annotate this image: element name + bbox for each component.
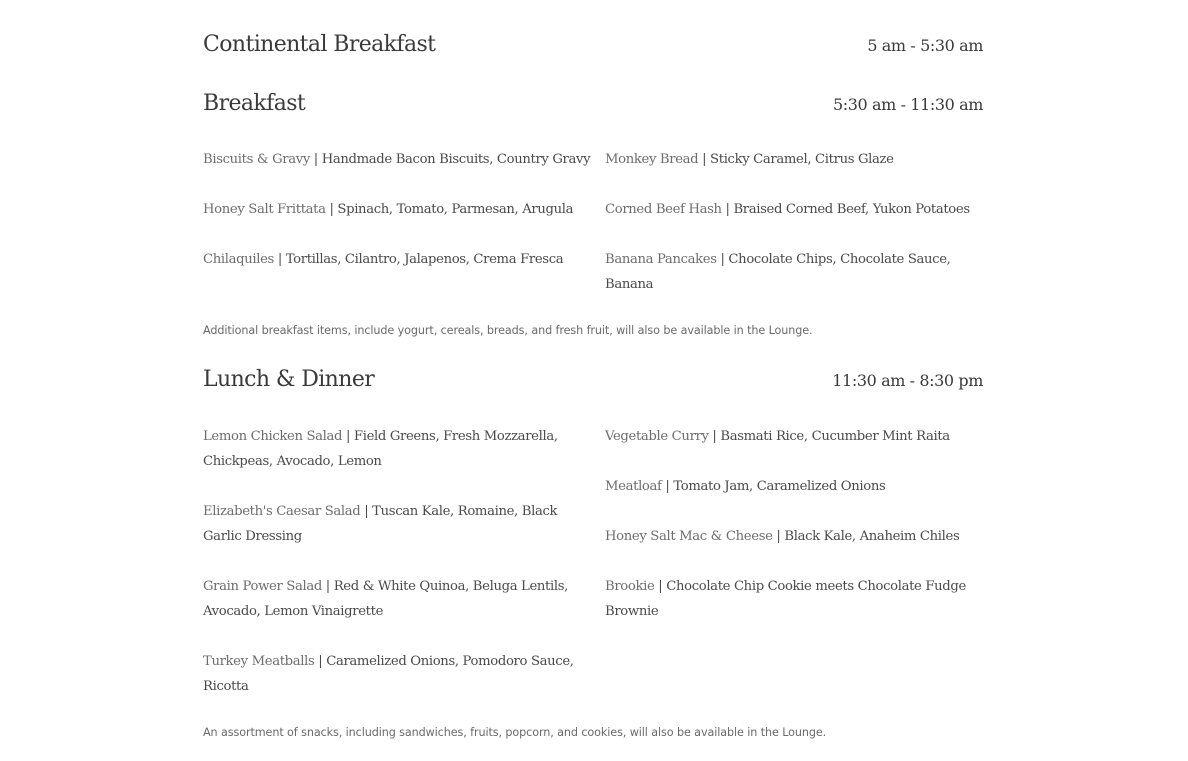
item-description: | Black Kale, Anaheim Chiles — [772, 529, 960, 544]
menu-item — [605, 197, 983, 222]
item-name: Meatloaf — [605, 479, 662, 494]
menu-item — [203, 147, 591, 172]
section-header-breakfast — [203, 89, 983, 129]
item-name: Honey Salt Frittata — [203, 202, 326, 217]
menu-item — [203, 499, 591, 549]
item-description: | Sticky Caramel, Citrus Glaze — [698, 152, 894, 167]
section-title: Breakfast — [203, 91, 306, 116]
item-name: Monkey Bread — [605, 152, 699, 167]
item-name: Grain Power Salad — [203, 579, 322, 594]
menu-item — [203, 574, 591, 624]
item-description: | Spinach, Tomato, Parmesan, Arugula — [325, 202, 574, 217]
item-name: Chilaquiles — [203, 252, 274, 267]
item-name: Vegetable Curry — [605, 429, 709, 444]
item-description: | Braised Corned Beef, Yukon Potatoes — [721, 202, 970, 217]
section-title: Continental Breakfast — [203, 32, 436, 57]
item-description: | Chocolate Chips, Chocolate Sauce, Banana — [605, 252, 951, 292]
lunch-note: An assortment of snacks, including sandwiches, fruits, popcorn, and cookies, will also be available in the Lounge. — [203, 726, 827, 739]
item-description: | Field Greens, Fresh Mozzarella, Chickpeas, Avocado, Lemon — [203, 429, 558, 469]
section-hours: 5 am - 5:30 am — [867, 36, 983, 55]
item-name: Banana Pancakes — [605, 252, 717, 267]
item-description: | Tomato Jam, Caramelized Onions — [661, 479, 886, 494]
item-name: Brookie — [605, 579, 655, 594]
menu-item — [605, 247, 983, 297]
menu-item — [203, 424, 591, 474]
item-name: Honey Salt Mac & Cheese — [605, 529, 773, 544]
item-description: | Handmade Bacon Biscuits, Country Gravy — [309, 152, 591, 167]
menu-item — [605, 524, 983, 549]
menu-item — [605, 474, 983, 499]
menu-item — [203, 247, 591, 272]
menu-item — [203, 197, 591, 222]
item-description: | Caramelized Onions, Pomodoro Sauce, Ricotta — [203, 654, 574, 694]
section-title: Lunch & Dinner — [203, 367, 375, 392]
item-description: | Basmati Rice, Cucumber Mint Raita — [708, 429, 950, 444]
item-name: Corned Beef Hash — [605, 202, 722, 217]
item-description: | Tuscan Kale, Romaine, Black Garlic Dressing — [203, 504, 558, 544]
section-hours: 11:30 am - 8:30 pm — [832, 371, 983, 390]
item-name: Biscuits & Gravy — [203, 152, 310, 167]
menu-item — [605, 424, 983, 449]
section-hours: 5:30 am - 11:30 am — [832, 95, 983, 114]
item-description: | Chocolate Chip Cookie meets Chocolate Fudge Brownie — [605, 579, 966, 619]
menu-item — [605, 147, 983, 172]
menu-item — [203, 649, 591, 699]
breakfast-note: Additional breakfast items, include yogurt, cereals, breads, and fresh fruit, will also be available in the Lounge. — [203, 324, 813, 337]
item-description: | Red & White Quinoa, Beluga Lentils, Avocado, Lemon Vinaigrette — [203, 579, 568, 619]
section-header-continental-breakfast — [203, 30, 983, 70]
menu-item — [605, 574, 983, 624]
item-description: | Tortillas, Cilantro, Jalapenos, Crema Fresca — [273, 252, 564, 267]
item-name: Lemon Chicken Salad — [203, 429, 343, 444]
section-header-lunch-dinner — [203, 365, 983, 405]
item-name: Elizabeth's Caesar Salad — [203, 504, 361, 519]
item-name: Turkey Meatballs — [203, 654, 315, 669]
